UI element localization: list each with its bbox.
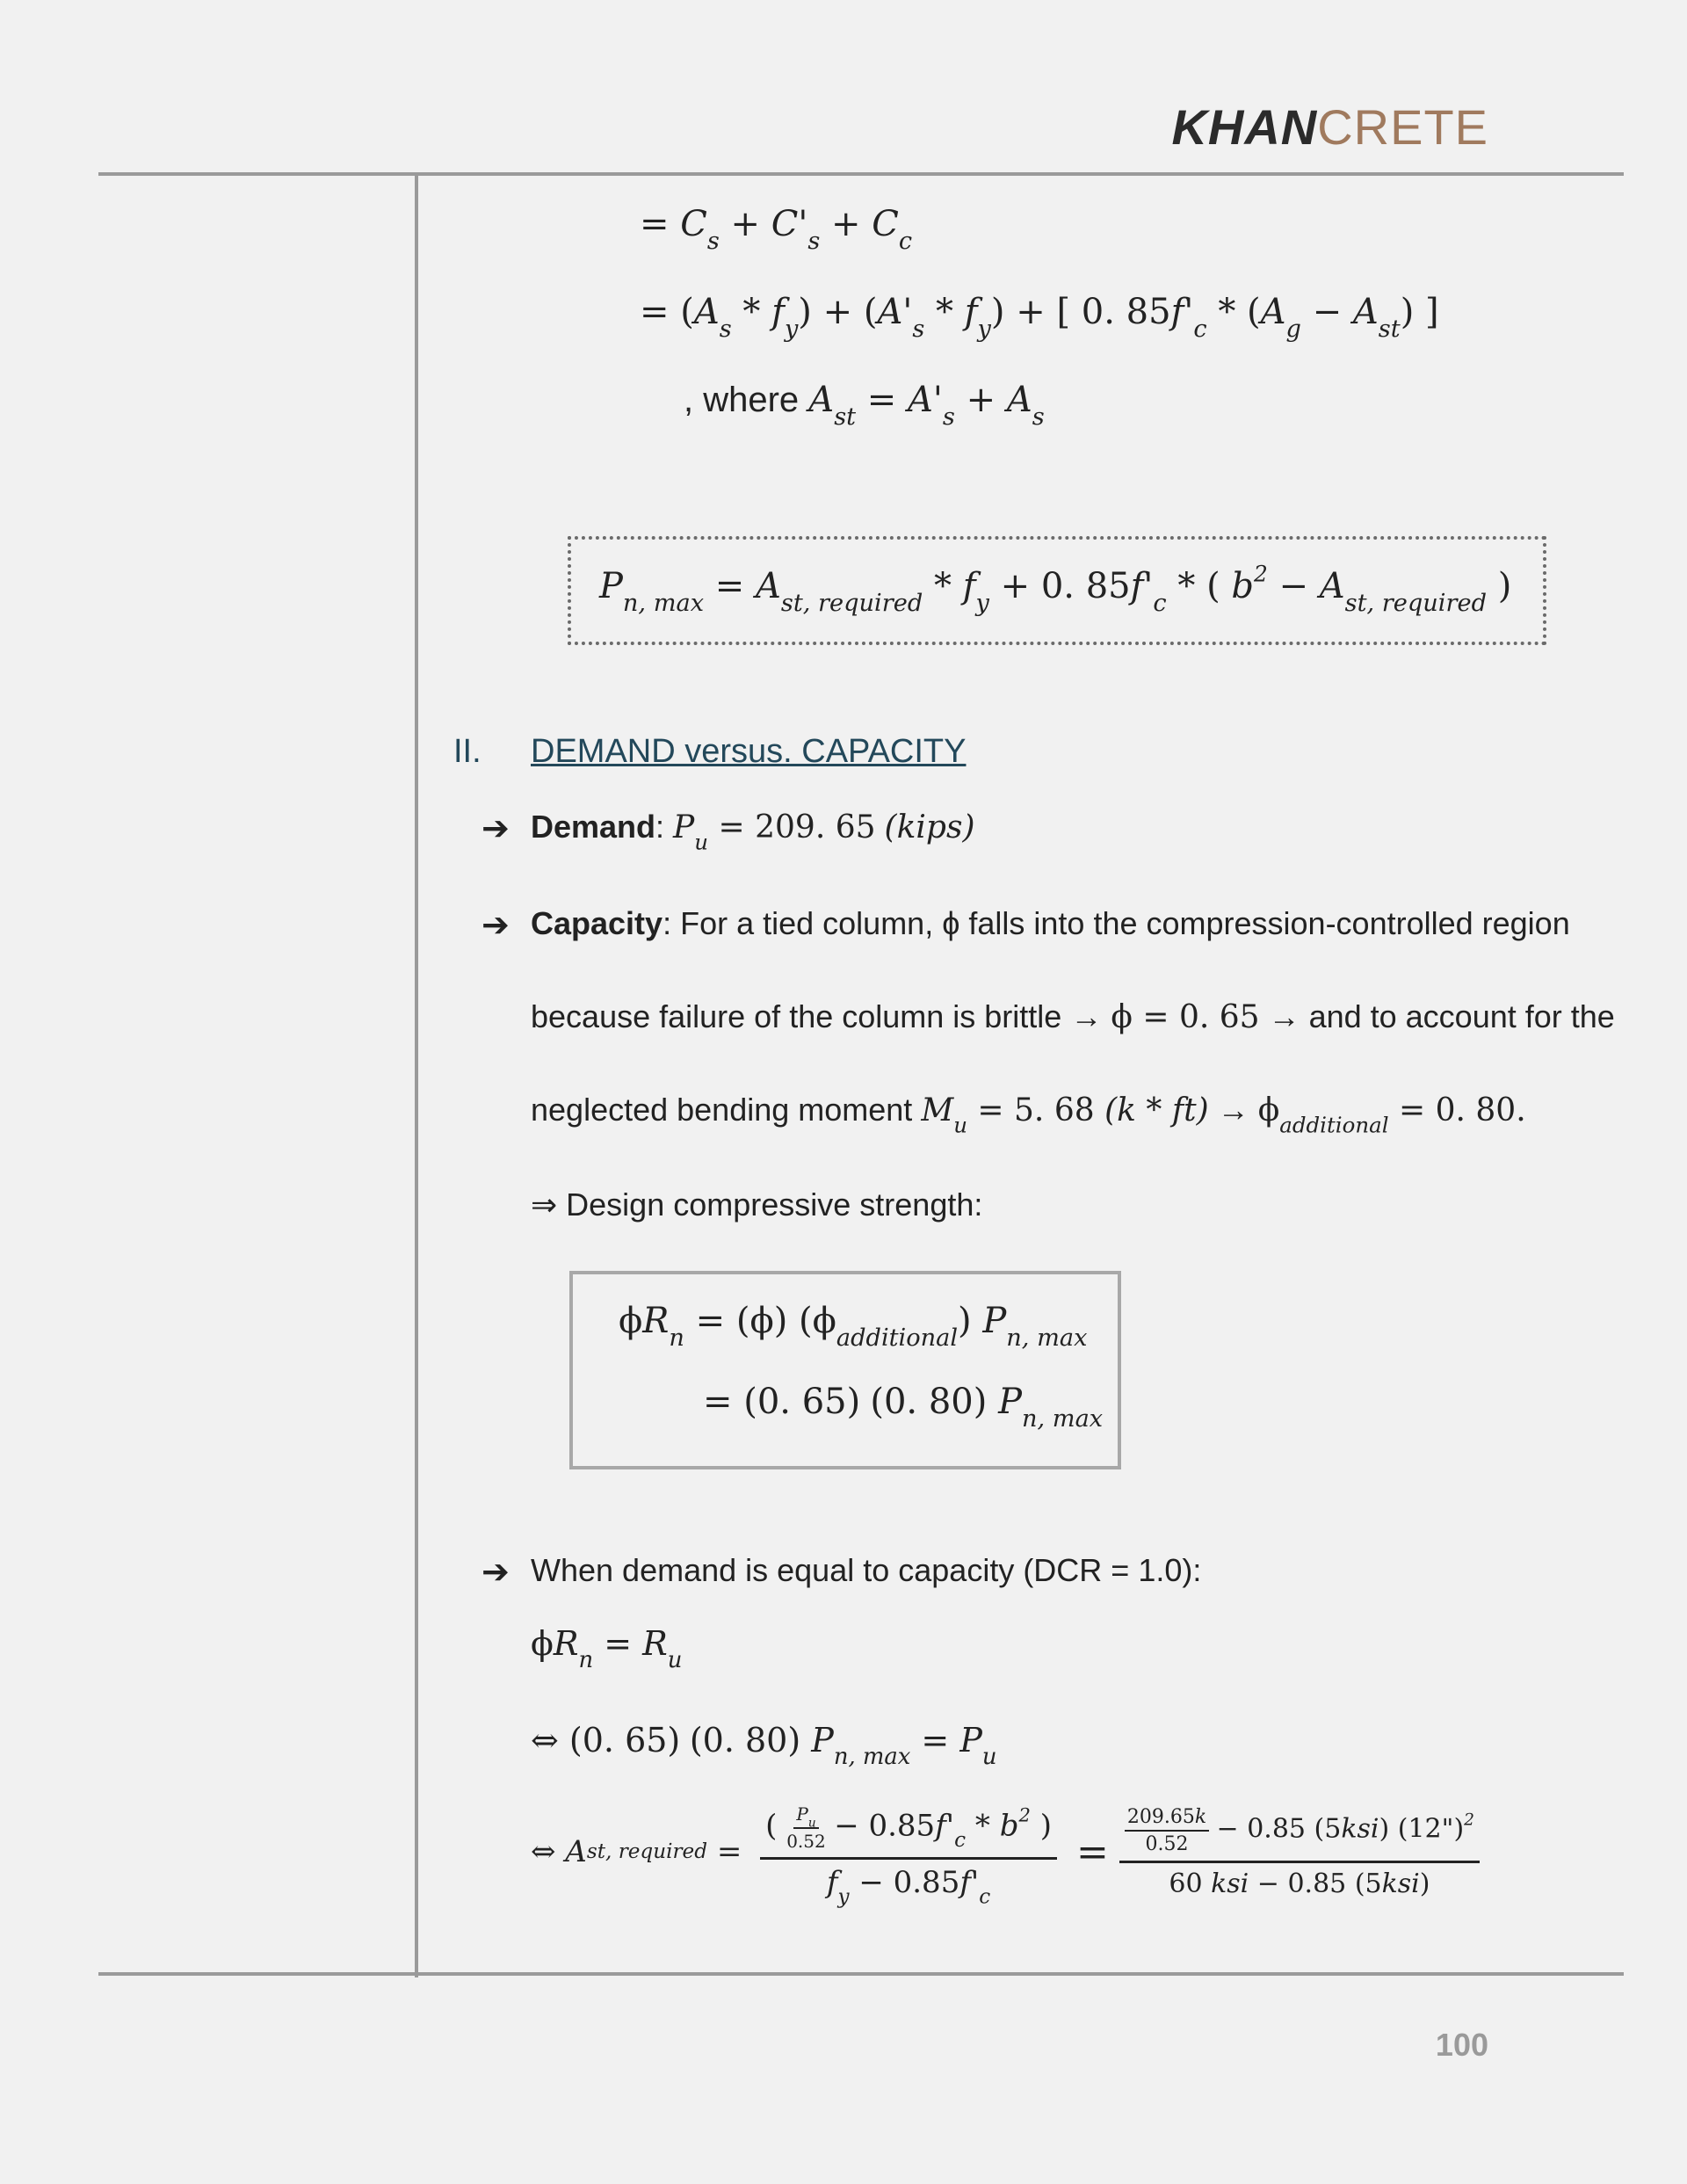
design-strength-eq-1: $\phi R_n = (\phi)$ $(\phi_{additional})$ $P_{n, max}$: [619, 1301, 1088, 1352]
capacity-line-3: neglected bending moment $M_u = 5$. 68 $(k * ft) \to \phi_{additional} = 0$. 80.: [531, 1092, 1526, 1138]
phi-rn-equals-ru: $\phi R_n = R_u$: [531, 1624, 683, 1674]
page-number: 100: [1435, 2027, 1488, 2063]
equivalence-eq-1: ⇔ (0. 65) (0. 80) $P_{n, max} = P_u$: [531, 1721, 997, 1771]
capacity-line-2: because failure of the column is brittle → ϕ = 0. 65 → and to account for the: [531, 998, 1615, 1035]
pn-max-formula: $P_{n, max} = A_{st, required} * f_y + 0$. $85f'_c$ * ( $b^2 - A_{st, required}$ ): [599, 561, 1512, 617]
demand-line: Demand: $P_u = 209$. 65 (kips): [531, 809, 975, 855]
dcr-line: When demand is equal to capacity (DCR = 1.0):: [531, 1552, 1202, 1588]
ast-required-equation: ⇔ A st, required = ( $\frac{P_u}{0.52}$ − $0.85f'_c * b^2$ ) $f_y - 0.85f'_c$ = $\frac{209.65k}{0.52}$ − 0.85 (5ksi) (12")$^2$ 60 ksi − 0.85 (5ksi): [531, 1803, 1480, 1900]
section-number: II.: [453, 733, 481, 770]
equation-where-ast: , where $A_{st} = A'_s + A_s$: [684, 380, 1045, 431]
capacity-line-1: Capacity: For a tied column, ϕ falls into the compression-controlled region: [531, 905, 1570, 941]
design-strength-label: ⇒ Design compressive strength:: [531, 1186, 983, 1223]
bullet-arrow-icon: ➔: [481, 810, 510, 847]
brand-part2: CRETE: [1317, 99, 1488, 155]
design-strength-eq-2: = (0. 65) (0. 80) $P_{n, max}$: [703, 1382, 1104, 1433]
margin-divider: [415, 176, 418, 1977]
bullet-arrow-icon: ➔: [481, 1554, 510, 1591]
footer-divider: [98, 1972, 1624, 1976]
brand-part1: KHAN: [1171, 99, 1318, 155]
equation-expanded-forces: = $(A_s * f_y) + (A'_s * f_y)$ + [ 0. $85f'_c * (A_g - A_{st})$ ]: [640, 292, 1439, 343]
header-divider: [98, 172, 1624, 176]
bullet-arrow-icon: ➔: [481, 907, 510, 944]
section-title: DEMAND versus. CAPACITY: [531, 733, 967, 770]
equation-sum-forces: = $C_s + C'_s + C_c$: [640, 204, 913, 255]
brand-logo: [1171, 98, 1488, 156]
